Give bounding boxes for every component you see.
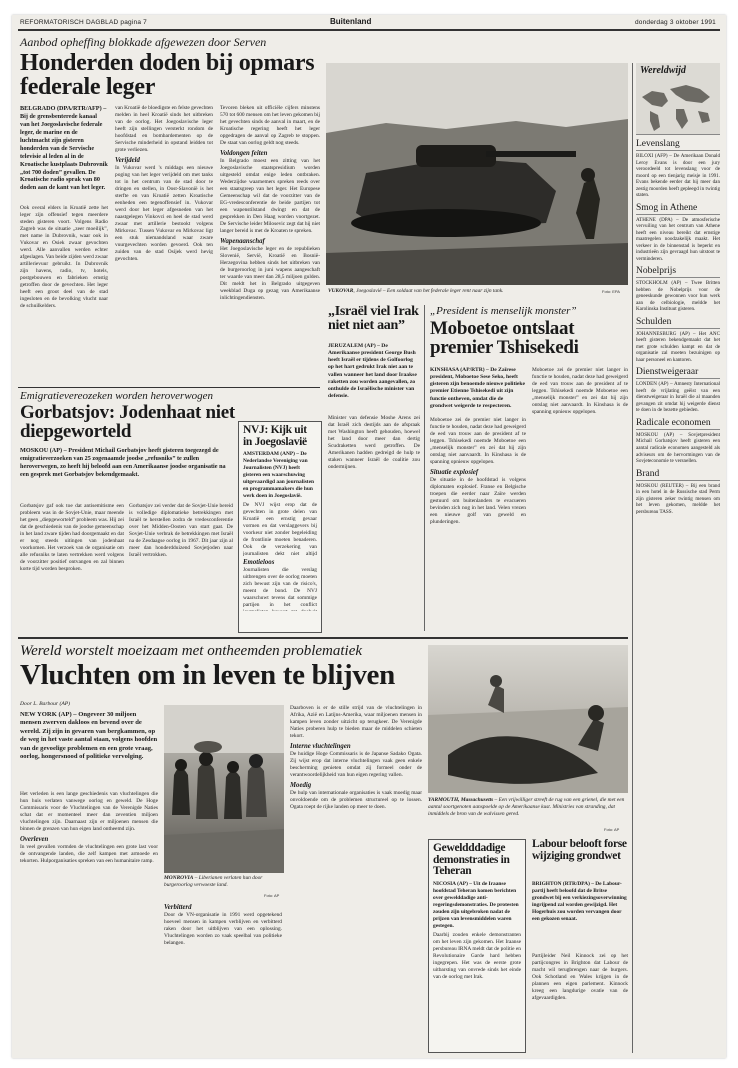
wereldwijd-item-heading: Dienstweigeraar [636, 367, 720, 379]
croatia-lead: BELGRADO (DPA/RTR/AFP) – Bij de grensbenterede kanaal van het Joegoslavische federale leger, de marine en de luchtmacht zijn gisteren honderden van de Servische televisie al leden al in de Kroatische kustplaats Dubrovnik „tot 700 doden” gevallen. De Kroatische radio sprak van 80 doden aan de kant van het leger. [20, 105, 108, 192]
wereldwijd-item-heading: Nobelprijs [636, 266, 720, 278]
refugees-col1c: Door de VN-organisatie in 1991 werd opgetekend hoeveel mensen in kampen verblijven en verbitterd raken door het uitblijven van een oplossing. Vluchtelingen worden zo vaak speelbal van politieke belangen. [164, 912, 282, 947]
gorbatsjov-col1: Gorbatsjov gaf ook toe dat antisemitisme een probleem was in de Sovjet-Unie, maar meende het geen „diepgeworteld” probleem was. Hij zei dat de geschiedenis van de joodse gemeenschap in het land zware tijden had doorgemaakt en dat er nog steeds uitingen van jodenhaat voorkomen. Het verzoek van de organisatie om alle refusniks te laten vertrekken werd volgens de voorzitter positief ontvangen en zal binnen korte tijd worden besproken. [20, 503, 124, 573]
vukovar-photo [326, 63, 628, 285]
nvj-sub: Emotieloos [243, 558, 275, 566]
gorbatsjov-col2: Gorbatsjov zei verder dat de Sovjet-Unie bereid is volledige diplomatieke betrekkingen met Israël te herstellen zodra de vredesconferentie over het Midden-Oosten van start gaat. De Sovjet-Unie verbrak de betrekkingen met Israël na de Zesdaagse oorlog in 1967. Dit jaar zijn al meer dan honderdduizend Sovjetjoden naar Israël vertrokken. [129, 503, 233, 559]
mobutu-lead: KINSHASA (AP/RTR) – De Zaïrese president, Moboetoe Sese Seko, heeft gisteren zijn benoemde nieuwe politieke premier Etienne Tshisekedi uit zijn functie ontheven, omdat die de grondwet weigerde te respecteren. [430, 367, 525, 409]
croatia-col3: Tevoren bleken uit officiële cijfers minstens 570 tot 600 mensen om het leven gekomen bij het gevechten sinds de aanval in maart, en de Kroatische regering heeft het leger opgedragen de aanval op Zagreb te stoppen. De staat van oorlog geldt nog steeds. [220, 105, 320, 147]
monrovia-caption: MONROVIA – Liberianen verlaten hun door burgeroorlog verwoeste land. [164, 875, 263, 888]
tank-soldier-illustration [326, 63, 628, 285]
yarmouth-caption: YARMOUTH, Massachusetts – Een vrijwilliger streeft de rug van een grienel, die met een aantal soortgenoten aanspoelde op de Amerikaanse kust. Ministries van stranding, dat inmiddels de bron van de walvissen gered. [428, 797, 625, 817]
croatia-col3b: In Belgrado moest een zitting van het Joegoslavische staatspresidium worden uitgesteld omdat enige leden ontbraken. Wederzijdse waarnemers spreken reeds over een staatsgreep van het leger. Het Europese Gemeenschap wil dat de voorzitter van de EG-vredesconferentie de beide partijen tot een wapenstilstand dwingt en dat de gesprekken in Den Haag worden voortgezet. De Servische leider Milosevic zegt dat hij niet langer bereid is met de Kroaten te spreken. [220, 158, 320, 235]
wereldwijd-item-heading: Brand [636, 469, 720, 481]
mobutu-text: Moboetoe zei de premier niet langer in functie te houden, nadat deze had geweigerd de eed van trouw aan de president af te leggen. Tshisekedi noemde Moboetoe een „menselijk monster” en zei dat hij zijn ontslag niet aanvaardt. In Kinshasa is de spanning opnieuw opgelopen. [430, 417, 526, 466]
refugees-col2: Daarboven is er de stille strijd van de vluchtelingen in Afrika, Azië en Latijns-Amerika, waar miljoenen mensen in kampen leven zonder uitzicht op terugkeer. De Verenigde Naties proberen hulp te bieden maar de middelen schieten tekort. [290, 705, 422, 740]
wereldwijd-item-text: LONDEN (AP) – Amnesty International heeft de vrijlating geëist van een dienstweigeraar in Israël die al maanden gevangen zit omdat hij weigerde dienst te doen in de bezette gebieden. [636, 381, 720, 414]
mobutu-col1-wrap [430, 417, 526, 631]
gorbatsjov-kicker: Emigratievereozeken worden heroverwogen [20, 390, 214, 402]
wereldwijd-items [636, 139, 720, 515]
refugees-headline: Vluchten om in leven te blijven [20, 659, 395, 691]
gorbatsjov-headline: Gorbatsjov: Jodenhaat niet diepgeworteld [20, 402, 235, 443]
wereldwijd-item-text: MOSKOU (REUTER) – Bij een brand in een hotel in de Russische stad Perm zijn gisteren zeker twintig mensen om het leven gekomen, meldde het persbureau TASS. [636, 482, 720, 515]
refugees-col1c-wrap [164, 901, 282, 1053]
yarmouth-credit: Foto: AP [604, 827, 620, 832]
nvj-text: De NVJ wijst erop dat de gevechten in grote delen van Kroatië een ernstig gevaar vormen en dat verslaggevers bij voorkeur niet zonder begeleiding de frontlinie moeten benaderen. Ook de verzekering van journalisten dekt niet altijd [243, 501, 317, 556]
refugees-top-rule [18, 637, 628, 639]
refugees-sub-moedig: Moedig [290, 782, 312, 790]
refugees-col1-wrap [20, 791, 158, 1053]
header-paper-name: REFORMATORISCH DAGBLAD pagina 7 [20, 19, 147, 26]
croatia-col2b: In Vukovar werd 's middags een nieuwe poging van het leger verijdeld om met tanks tot in het centrum van de stad door te dringen en stellen, in Oost-Slavonië is het sterfte en van Kroatië zetten Kroatische eenheden een tegenoffensief in. Vukovar werd door het leger afgesneden van het naastgelegen Vinkovci en heel de stad werd zwaar met artillerie bestookt volgens Mirkovac. Tussen Vukovar en Mirkovac ligt een stuk niemandsland waar zware vuurgevechten worden gevoerd. Ook ten zuiden van de stad Osijek werd hevig gevochten. [115, 165, 213, 263]
teheran-box [428, 839, 526, 1053]
monrovia-photo [164, 705, 284, 873]
sidebar-divider [632, 63, 633, 1053]
refugees-walking-illustration [164, 705, 284, 873]
world-map-icon [636, 79, 720, 135]
croatia-kicker: Aanbod opheffing blokkade afgewezen door Serven [20, 35, 267, 49]
labour-headline: Labour belooft forse wijziging grondwet [532, 838, 627, 862]
croatia-col3-wrap [220, 105, 320, 380]
whale-rescue-illustration [428, 645, 628, 793]
vukovar-caption: VUKOVAR, Joegoslavië – Een soldaat van het federale leger rent naar zijn tank. [328, 288, 504, 294]
wereldwijd-item-heading: Radicale economen [636, 418, 720, 430]
gorbatsjov-lead: MOSKOU (AP) – President Michail Gorbatsjov heeft gisteren toegezegd de emigratieverzoeken van 25 zogenaamde joodse „refusniks” te zullen heroverwegen, zo heeft hij beloofd aan een Amerikaanse joodse organisatie na een gesprek met Gorbatsjov bekendgemaakt. [20, 447, 226, 478]
refugees-col2-wrap [290, 705, 422, 1053]
nvj-lead: AMSTERDAM (ANP) – De Nederlandse Vereniging van Journalisten (NVJ) heeft gisteren een waarschuwing uitgevaardigd aan journalisten en programmamakers die hun werk doen in Joegoslavië. [243, 451, 314, 499]
wereldwijd-item-text: JOHANNESBURG (AP) – Het ANC heeft gisteren bekendgemaakt dat het met grote schulden kampt en dat de organisatie zal moeten bezuinigen op haar personeel en kantoren. [636, 330, 720, 363]
wereldwijd-item-heading: Schulden [636, 317, 720, 329]
wereldwijd-item-text: STOCKHOLM (AP) – Twee Britten hebben de Nobelprijs voor de geneeskunde gewonnen voor hun werk aan de celbiologie, meldde het Karolinska Instituut gisteren. [636, 280, 720, 313]
vukovar-caption-text: Joegoslavië – Een soldaat van het federale leger rent naar zijn tank. [356, 288, 504, 294]
monrovia-credit: Foto: AP [264, 893, 280, 898]
refugees-col2c: De hulp van internationale organisaties is vaak moedig maar onvoldoende om de problemen structureel op te lossen. Ogata roept de rijke landen op meer te doen. [290, 790, 422, 811]
header-rule [18, 29, 720, 31]
refugees-sub-interne: Interne vluchtelingen [290, 743, 351, 751]
refugees-col1: Het verleden is een lange geschiedenis van vluchtelingen die hun huis verlaten vanwege oorlog en geweld. De Hoge Commissaris voor de Vluchtelingen van de Verenigde Naties schat dat er momenteel meer dan zeventien miljoen vluchtelingen zijn. Daarnaast zijn er miljoenen mensen die binnen de grenzen van hun eigen land ontheemd zijn. [20, 791, 158, 833]
newspaper-page [12, 15, 726, 1058]
yarmouth-photo [428, 645, 628, 793]
mobutu-sub: Situatie explosief [430, 469, 479, 477]
yarmouth-caption-place: YARMOUTH, Massachusetts [428, 797, 494, 803]
croatia-col3c: Het Joegoslavische leger en de republieken Slovenië, Servië, Kroatië en Bosnië-Herzegovina hebben sinds het uitbreken van de burgeroorlog in juni wapens aangeschaft ter waarde van meer dan 28,5 miljoen gulden. Dit meldt het in Belgrado uitgegeven weekblad Duga op gezag van Amerikaanse inlichtingendiensten. [220, 246, 320, 302]
croatia-col2-wrap [115, 105, 213, 380]
header-date: donderdag 3 oktober 1991 [634, 19, 716, 26]
labour-lead: BRIGHTON (RTR/DPA) – De Labour-partij heeft beloofd dat de Britse grondwet bij een verkiezingsoverwinning ingrijpend zal worden gewijzigd. Het Hogerhuis zou worden vervangen door een gekozen senaat. [532, 881, 627, 922]
croatia-sub-wapenaanschaf: Wapenaanschaf [220, 238, 265, 246]
teheran-text: Daarbij zouden enkele demonstranten om het leven zijn gekomen. Het Iraanse persbureau IRNA meldt dat de politie en Revolutionaire Garde hard hebben ingegrepen. Het was de eerste grote uitbarsting van onvrede sinds het einde van de oorlog met Irak. [433, 931, 521, 980]
gorbatsjov-top-rule [18, 387, 320, 388]
refugees-lead: NEW YORK (AP) – Ongeveer 30 miljoen mensen zwerven dakloos en bevend over de wereld. Zij zijn in gevaren van bergkammen, op de weg in het vaste aantal staan, volgens hoofden van de gevoelige problemen en een grote vraag, oorlog, hongersnood of politieke vervolging. [20, 711, 158, 761]
labour-text: Partijleider Neil Kinnock zei op het partijcongres in Brighton dat Labour de macht wil terugbrengen naar de burgers. Ook Schotland en Wales krijgen in de plannen een eigen parlement. Kinnock kreeg een langdurige ovatie van de afgevaardigden. [532, 953, 628, 1002]
wereldwijd-sidebar [636, 63, 720, 1053]
refugees-byline: Door L. Barbour (AP) [20, 701, 71, 707]
nvj-text2: Journalisten die verslag uitbrengen over de oorlog moeten zich bewust zijn van de risico's, meent de bond. De NVJ waarschuwt tevens dat sommige partijen in het conflict [243, 566, 317, 608]
refugees-kicker: Wereld worstelt moeizaam met ontheemden problematiek [20, 643, 363, 659]
refugees-col2b: De huidige Hoge Commissaris is de Japanse Sadako Ogata. Zij wijst erop dat interne vluchtelingen vaak geen enkele bescherming genieten omdat zij formeel onder de verantwoordelijkheid van hun eigen regering vallen. [290, 751, 422, 779]
mobutu-divider [424, 305, 425, 631]
refugees-col1b: In veel gevallen vormden de vluchtelingen een grote last voor de ontvangende landen, die zelf kampen met armoede en tekorten. Hulporganisaties spreken van een humanitaire ramp. [20, 844, 158, 865]
croatia-headline: Honderden doden bij opmars federale leger [20, 50, 315, 101]
mobutu-kicker: „President is menselijk monster” [430, 305, 577, 317]
refugees-sub-verbitterd: Verbitterd [164, 904, 192, 911]
nvj-box [238, 421, 322, 633]
monrovia-caption-text: Liberianen verlaten hun door burgeroorlog verwoeste land. [164, 875, 263, 888]
wereldwijd-banner [636, 63, 720, 135]
mobutu-headline: Moboetoe ontslaat premier Tshisekedi [430, 318, 579, 359]
croatia-sub-voldongen: Voldongen feiten [220, 150, 268, 158]
mobutu-text2: De situatie in de hoofdstad is volgens diplomaten explosief. Franse en Belgische troepen die eerder naar Zaïre werden gestuurd om buitenlanders te evacueren bevinden zich nog in het land. Velen vrezen een nieuwe golf van geweld en plunderingen. [430, 477, 526, 526]
wereldwijd-item-heading: Levenslang [636, 139, 720, 151]
wereldwijd-item-heading: Smog in Athene [636, 203, 720, 215]
mobutu-col2: Moboetoe zei de premier niet langer in functie te houden, nadat deze had geweigerd de eed van trouw aan de president af te leggen. Tshisekedi noemde Moboetoe een „menselijk monster” en zei dat hij zijn ontslag niet aanvaardt. In Kinshasa is de spanning opnieuw opgelopen. [532, 367, 628, 416]
wereldwijd-item-text: BILOXI (AFP) – De Amerikaan Donald Leroy Evans is door een jury veroordeeld tot levenslang voor de moord op een tienjarig meisje in 1991. Evans bekende eerder dat hij meer dan zestig moorden heeft gepleegd in twintig staten. [636, 153, 720, 199]
nvj-headline: NVJ: Kijk uit in Joegoslavië [243, 424, 307, 448]
yarmouth-caption-text: Een vrijwilliger streeft de rug van een grienel, die met een aantal soortgenoten aanspoelde op de Amerikaanse kust. Ministries van stranding, dat inmiddels de bron van de walvissen gered. [428, 797, 625, 817]
israel-text: Minister van defensie Moshe Arens zei dat Israël zich destijds aan de afspraak met Washington heeft gehouden, hoewel het land door meer dan dertig Scudraketten werd getroffen. De Amerikanen hadden gedreigd de hulp te staken wanneer Israël de coalitie zou ondermijnen. [328, 415, 420, 471]
wereldwijd-item-text: ATHENE (DPA) – De atmosferische vervuiling van het centrum van Athene heeft een niveau bereikt dat ernstige maatregelen noodzakelijk maakt. Het verkeer in de binnenstad is beperkt en industrieën zijn gevraagd hun uitstoot te verminderen. [636, 216, 720, 262]
header-section: Buitenland [330, 17, 372, 26]
israel-lead: JERUZALEM (AP) – De Amerikaanse president George Bush heeft Israël er tijdens de Golfoorlog op het hart gedrukt Irak niet aan te vallen wanneer het land door Iraakse raketten zou worden aangevallen, zo onthulde de Israëlische minister van defensie. [328, 343, 417, 400]
teheran-headline: Geweldddadige demonstraties in Teheran [433, 842, 510, 878]
wereldwijd-item-text: MOSKOU (AP) – Sovjetpresident Michail Gorbatsjov heeft gisteren een aantal radicale economen aangesteld als adviseurs om de hervormingen van de Sovjeteconomie te versnellen. [636, 431, 720, 465]
teheran-lead: NICOSIA (AP) – Uit de Iraanse hoofdstad Teheran komen berichten over gewelddadige anti-regeringsdemonstraties. De protesten zouden zijn uitgebroken nadat de prijzen van levensmiddelen waren gestegen. [433, 881, 519, 929]
refugees-sub-overleven: Overleven [20, 836, 49, 844]
croatia-col2: van Kroatië de bloedigste en felste gevechten melden in heel Kroatië sinds het uitbreken van de oorlog. Het Joegoslavische leger heeft zijn stellingen versterkt rondom de hoofdstad en bombardementen op de Servische minderheid in opstand leidden tot grote verliezen. [115, 105, 213, 154]
israel-headline: „Israël viel Irak niet niet aan” [328, 304, 419, 334]
croatia-sub-verijdeld: Verijdeld [115, 157, 140, 165]
croatia-col1: Ook overal elders in Kroatië zette het leger zijn offensief tegen meerdere steden gisteren voort. Volgens Radio Zagreb was de situatie „zeer moeilijk”, met name in Dubrovnik, waar ook in Vukovar en Osiek zwaar gevochten werd. Alle aanvallen werden echter afgeslagen. Van beide zijden werd zwaar artillerievuur gebruikt. In Dubrovnik zijn havens, radio, tv, hotels, postgebouwen en fabrieken ernstig getroffen door de gevechten. Het leger heeft een groot deel van de stad ingesloten en de bevolking vlucht naar de schuilkelders. [20, 205, 108, 310]
wereldwijd-title: Wereldwijd [640, 65, 686, 76]
monrovia-caption-place: MONROVIA [164, 875, 194, 881]
vukovar-credit: Foto: EPA [602, 289, 620, 294]
vukovar-caption-place: VUKOVAR [328, 288, 354, 294]
